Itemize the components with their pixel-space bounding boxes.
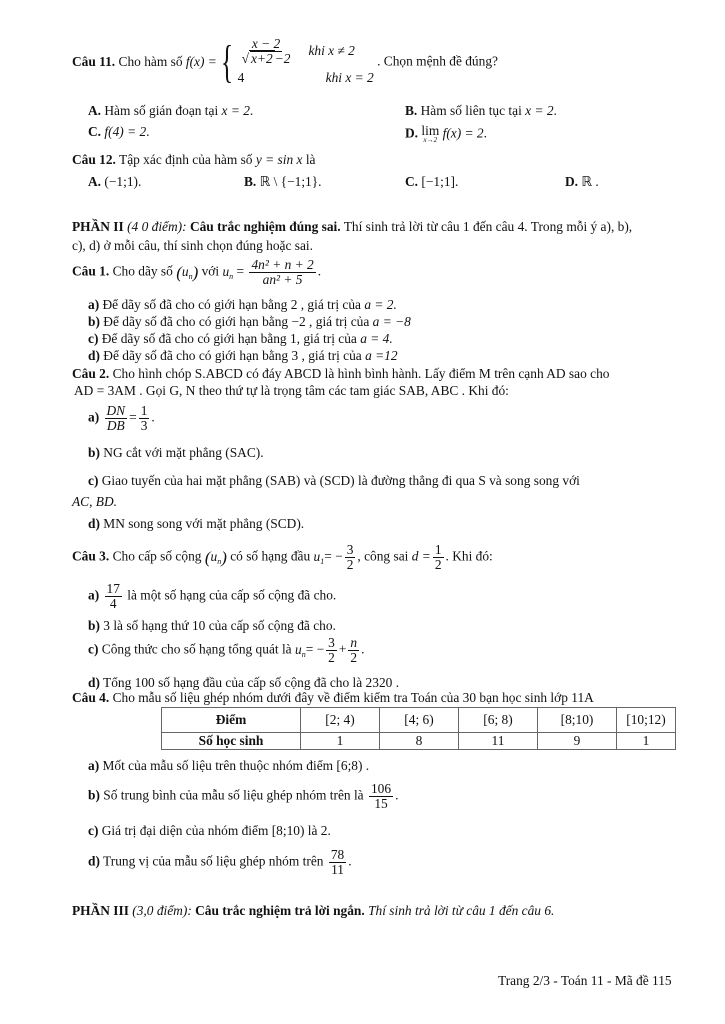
option-end: . xyxy=(553,103,557,118)
statement-text: Trung vị của mẫu số liệu ghép nhóm trên xyxy=(103,853,324,869)
statement-math: a =12 xyxy=(365,348,398,363)
fraction: $\frac{3}{2}$ xyxy=(346,542,354,573)
statement-text: Mốt của mẫu số liệu trên thuộc nhóm điểm [6;8) . xyxy=(102,758,370,773)
statement-b xyxy=(88,445,264,462)
option-letter: D. xyxy=(405,125,419,141)
statement-a xyxy=(88,758,369,775)
option-math: x = 2 xyxy=(525,103,554,118)
option-letter: A. xyxy=(88,103,102,118)
section-subtitle: Câu trắc nghiệm đúng sai. xyxy=(189,219,341,234)
fraction: $\frac{17}{4}$ xyxy=(106,581,120,612)
statement-letter: d) xyxy=(88,853,100,869)
table-cell: [6; 8) xyxy=(459,708,538,733)
statement-text: MN song song với mặt phẳng (SCD). xyxy=(103,516,305,531)
piece-value: 4 xyxy=(237,70,245,86)
part-2-instruction-line2 xyxy=(72,238,313,255)
option-math: f(x) = 2 xyxy=(442,125,484,141)
option-a xyxy=(88,174,141,191)
statement-c xyxy=(88,823,331,840)
option-letter: C. xyxy=(405,174,419,189)
table-cell: 8 xyxy=(380,733,459,750)
statement-text: 3 là số hạng thứ 10 của cấp số cộng đã cho. xyxy=(103,618,336,633)
statement-text: Để dãy số đã cho có giới hạn bằng 1, giá trị của xyxy=(101,331,357,346)
limit: lim x→2 xyxy=(421,123,440,145)
statement-d xyxy=(88,348,398,365)
option-c xyxy=(88,124,150,141)
question-text: Cho mẫu số liệu ghép nhóm dưới đây về điểm kiểm tra Toán của 30 bạn học sinh lớp 11A xyxy=(112,690,594,705)
table-cell: [2; 4) xyxy=(301,708,380,733)
table-header-cell: Số học sinh xyxy=(162,733,301,750)
option-end: . xyxy=(483,125,487,141)
option-math: [−1;1]. xyxy=(421,174,459,189)
section-points: (3,0 điểm): xyxy=(132,903,192,918)
option-text: Hàm số gián đoạn tại xyxy=(104,103,219,118)
option-letter: B. xyxy=(405,103,418,118)
statement-b xyxy=(88,618,336,635)
statement-text: Tổng 100 số hạng đầu của cấp số cộng đã cho là 2320 . xyxy=(103,675,400,690)
table-row xyxy=(162,733,676,750)
part-3-header xyxy=(72,903,554,920)
question-11 xyxy=(72,37,498,87)
option-letter: A. xyxy=(88,174,102,189)
question-end: là xyxy=(305,152,316,167)
fraction: $\frac{1}{3}$ xyxy=(140,403,148,434)
statement-text: Công thức cho số hạng tổng quát là xyxy=(101,641,292,657)
statement-c xyxy=(88,473,580,490)
statement-a: a) $\frac{DN}{DB}$ = $\frac{1}{3}$ . xyxy=(88,403,155,434)
question-label: Câu 11. xyxy=(72,53,116,69)
statement-letter: c) xyxy=(88,641,99,657)
statement-a xyxy=(88,582,336,611)
section-instruction: Thí sinh trả lời từ câu 1 đến câu 6. xyxy=(368,903,555,918)
section-title: PHẦN III xyxy=(72,903,129,918)
option-b xyxy=(405,103,557,120)
p2-question-2 xyxy=(72,366,609,383)
question-12 xyxy=(72,152,316,169)
statement-letter: a) xyxy=(88,758,100,773)
statement-letter: c) xyxy=(88,473,99,488)
statement-letter: b) xyxy=(88,445,100,460)
option-d xyxy=(565,174,599,191)
statement-text: Để dãy số đã cho có giới hạn bằng −2 , giá trị của xyxy=(103,314,370,329)
statement-d: d) Trung vị của mẫu số liệu ghép nhóm trên $\frac{78}{11}$ . xyxy=(88,847,352,878)
question-label: Câu 2. xyxy=(72,366,110,381)
fraction: $\frac{DN}{DB}$ xyxy=(106,403,126,434)
section-title: PHẦN II xyxy=(72,219,124,234)
statement-letter: b) xyxy=(88,314,100,329)
statement-d xyxy=(88,516,304,533)
table-header-row xyxy=(162,708,676,733)
statement-b: b) Số trung bình của mẫu số liệu ghép nhóm trên là $\frac{106}{15}$ . xyxy=(88,781,399,812)
statement-letter: d) xyxy=(88,516,100,531)
option-math: (−1;1). xyxy=(104,174,142,189)
section-subtitle: Câu trắc nghiệm trả lời ngắn. xyxy=(195,903,365,918)
piecewise-cases xyxy=(238,37,374,87)
question-math: y = sin x xyxy=(255,152,303,167)
statement-letter: a) xyxy=(88,587,100,603)
statement-text: Để dãy số đã cho có giới hạn bằng 2 , giá trị của xyxy=(102,297,361,312)
statement-text: Giá trị đại diện của nhóm điểm [8;10) là 2. xyxy=(101,823,331,838)
fraction: $\frac{x - 2}{√ x+2 -2}$ xyxy=(241,36,291,67)
statement-letter: d) xyxy=(88,348,100,363)
function-name: f(x) = xyxy=(185,53,217,69)
statement-text: Giao tuyến của hai mặt phẳng (SAB) và (SCD) là đường thẳng đi qua S và song song với xyxy=(101,473,580,488)
statement-letter: d) xyxy=(88,675,100,690)
statement-math: a = 4. xyxy=(360,331,393,346)
p2-question-4 xyxy=(72,690,594,707)
question-label: Câu 3. xyxy=(72,548,110,564)
table-cell: 9 xyxy=(538,733,617,750)
p2-question-1: Câu 1. Cho dãy số $(u_n)$ với $u_n$ = $\frac{\text{4n² + n + 2}}{\text{an² + 5}}$ . xyxy=(72,257,322,288)
question-label: Câu 4. xyxy=(72,690,110,705)
table-cell: [8;10) xyxy=(538,708,617,733)
statement-c xyxy=(88,331,393,348)
fraction: $\frac{78}{11}$ xyxy=(330,847,345,878)
statement-c: c) Công thức cho số hạng tổng quát là $u_n=$ − $\frac{3}{2}$ + $\frac{n}{2}$ . xyxy=(88,635,365,666)
statement-letter: a) xyxy=(88,297,100,312)
fraction: $\frac{1}{2}$ xyxy=(434,542,442,573)
option-letter: B. xyxy=(244,174,257,189)
question-label: Câu 1. xyxy=(72,263,110,279)
table-cell: 11 xyxy=(459,733,538,750)
fraction: $\frac{n}{2}$ xyxy=(350,635,358,666)
statement-letter: b) xyxy=(88,787,100,803)
question-text: Tập xác định của hàm số xyxy=(119,152,253,167)
option-d xyxy=(405,124,487,144)
statement-text: Để dãy số đã cho có giới hạn bằng 3 , giá trị của xyxy=(103,348,362,363)
statement-b xyxy=(88,314,411,331)
option-math: ℝ \ {−1;1}. xyxy=(259,174,322,189)
statement-text: là một số hạng của cấp số cộng đã cho. xyxy=(127,587,337,603)
question-label: Câu 12. xyxy=(72,152,116,167)
option-math: x = 2 xyxy=(221,103,250,118)
fraction: $\frac{3}{2}$ xyxy=(328,635,335,666)
option-letter: D. xyxy=(565,174,579,189)
option-end: . xyxy=(146,124,150,139)
option-letter: C. xyxy=(88,124,102,139)
statement-letter: c) xyxy=(88,823,99,838)
statement-text: NG cắt với mặt phẳng (SAC). xyxy=(103,445,264,460)
statement-letter: c) xyxy=(88,331,99,346)
section-instruction: Thí sinh trả lời từ câu 1 đến câu 4. Trong mỗi ý a), b), xyxy=(343,219,633,234)
fraction: $\frac{\text{4n² + n + 2}}{\text{an² + 5}}$ xyxy=(251,257,314,288)
option-math: f(4) = 2 xyxy=(104,124,147,139)
table-cell: [10;12) xyxy=(617,708,676,733)
statement-letter: b) xyxy=(88,618,100,633)
table-header-cell: Điểm xyxy=(162,708,301,733)
piecewise-brace: { xyxy=(221,35,234,87)
page-footer: Trang 2/3 - Toán 11 - Mã đề 115 xyxy=(498,973,672,988)
table-cell: 1 xyxy=(617,733,676,750)
table-cell: 1 xyxy=(301,733,380,750)
option-end: . xyxy=(249,103,254,118)
statement-math: a = 2. xyxy=(364,297,397,312)
option-b xyxy=(244,174,322,191)
condition: khi x ≠ 2 xyxy=(308,43,355,59)
score-frequency-table xyxy=(161,707,676,750)
option-a xyxy=(88,103,253,120)
condition: khi x = 2 xyxy=(325,70,374,86)
p2-question-3: Câu 3. Cho cấp số cộng $(u_n)$ có số hạng đầu $u_1=$ − $\frac{3}{2}$ , công sai d = $\frac{1}{2}$ . Khi đó: xyxy=(72,542,493,573)
option-text: Hàm số liên tục tại xyxy=(420,103,522,118)
option-math: ℝ . xyxy=(581,174,599,189)
option-c xyxy=(405,174,458,191)
statement-letter: a) xyxy=(88,409,100,425)
p2-question-2-line2 xyxy=(74,383,509,400)
statement-text: Số trung bình của mẫu số liệu ghép nhóm trên là xyxy=(103,787,364,803)
part-2-header xyxy=(72,219,632,236)
table-cell: [4; 6) xyxy=(380,708,459,733)
statement-math: a = −8 xyxy=(372,314,411,329)
statement-a xyxy=(88,297,397,314)
fraction: $\frac{106}{15}$ xyxy=(370,781,392,812)
statement-text: AC, BD. xyxy=(72,494,118,509)
question-text: Cho hàm số xyxy=(118,53,183,69)
section-points: (4 0 điểm): xyxy=(127,219,187,234)
question-text: AD = 3AM . Gọi G, N theo thứ tự là trọng tâm các tam giác SAB, ABC . Khi đó: xyxy=(74,383,509,398)
question-text: Cho hình chóp S.ABCD có đáy ABCD là hình bình hành. Lấy điểm M trên cạnh AD sao cho xyxy=(112,366,610,381)
question-text: Cho dãy số xyxy=(112,263,173,279)
statement-c-line2 xyxy=(72,494,117,511)
question-prompt: . Chọn mệnh đề đúng? xyxy=(377,53,498,69)
section-instruction: c), d) ở mỗi câu, thí sinh chọn đúng hoặc sai. xyxy=(72,238,313,253)
